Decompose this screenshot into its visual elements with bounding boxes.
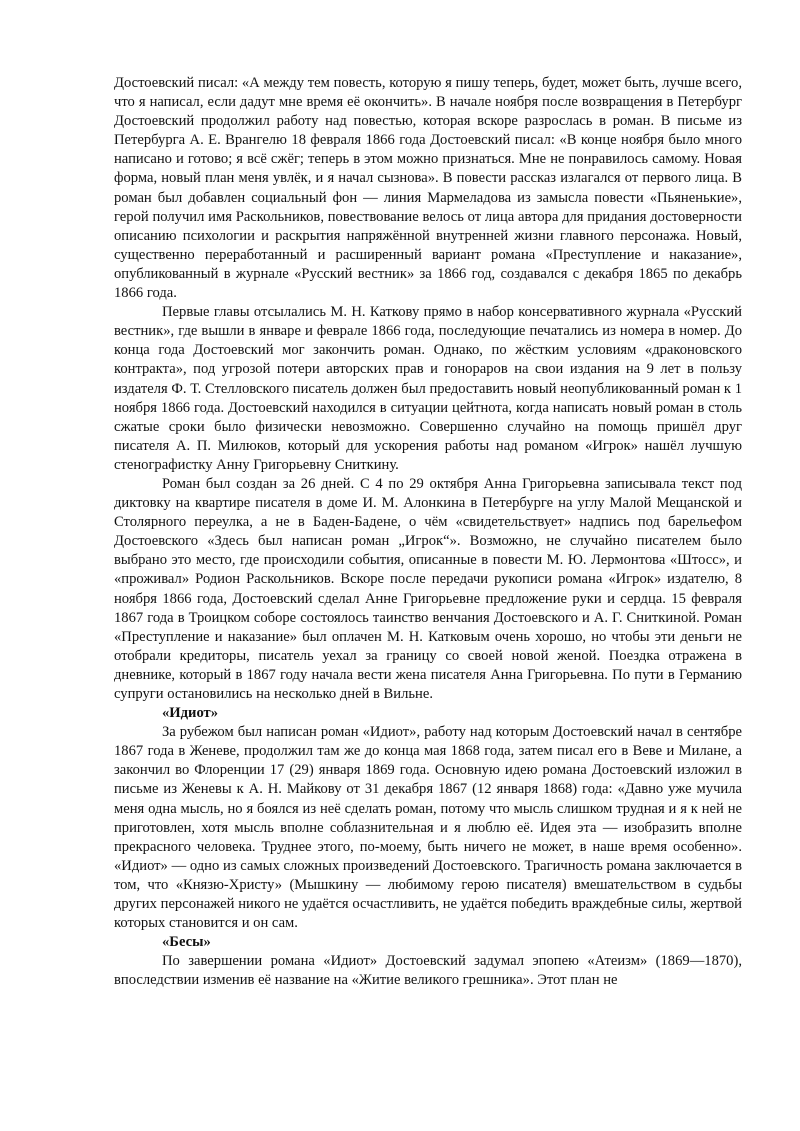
paragraph-crime-and-punishment-genesis: Достоевский писал: «А между тем повесть, которую я пишу теперь, будет, может быть, лучше всего, что я написал, если дадут мне время её окончить». В начале ноября после возвращения в Петербург Достоевский продолжил работу над повестью, которая вскоре разрослась в роман. В письме из Петербурга А. Е. Врангелю 18 февраля 1866 года Достоевский писал: «В конце ноября было много написано и готово; я всё сжёг; теперь в этом можно признаться. Мне не понравилось самому. Новая форма, новый план меня увлёк, и я начал сызнова». В повести рассказ излагался от первого лица. В роман был добавлен социальный фон — линия Мармеладова из замысла повести «Пьяненькие», герой получил имя Раскольников, повествование велось от лица автора для придания достоверности описанию психологии и раскрытия напряжённой внутренней жизни главного персонажа. Новый, существенно переработанный и расширенный вариант романа «Преступление и наказание», опубликованный в журнале «Русский вестник» за 1866 год, создавался с декабря 1865 по декабрь 1866 года. [114,75,742,302]
paragraph-the-gambler: Роман был создан за 26 дней. С 4 по 29 октября Анна Григорьевна записывала текст под диктовку на квартире писателя в доме И. М. Алонкина в Петербурге на углу Малой Мещанской и Столярного переулка, а не в Баден-Бадене, о чём «свидетельствует» надпись под барельефом Достоевского «Здесь был написан роман „Игрок“». Возможно, не случайно писателем было выбрано это место, где происходили события, описанные в повести М. Ю. Лермонтова «Штосс», и «проживал» Родион Раскольников. Вскоре после передачи рукописи романа «Игрок» издателю, 8 ноября 1866 года, Достоевский сделал Анне Григорьевне предложение руки и сердца. 15 февраля 1867 года в Троицком соборе состоялось таинство венчания Достоевского и А. Г. Сниткиной. Роман «Преступление и наказание» был оплачен М. Н. Катковым очень хорошо, но чтобы эти деньги не отобрали кредиторы, писатель уехал за границу со своей новой женой. Поездка отражена в дневнике, который в 1867 году начала вести жена писателя Анна Григорьевна. По пути в Германию супруги остановились на несколько дней в Вильне. [114,475,742,702]
paragraph-demons: По завершении романа «Идиот» Достоевский задумал эпопею «Атеизм» (1869—1870), впоследствии изменив её название на «Житие великого грешника». Этот план не [114,953,742,989]
document-page [114,74,742,991]
paragraph-publication-and-contract: Первые главы отсылались М. Н. Каткову прямо в набор консервативного журнала «Русский вестник», где вышли в январе и феврале 1866 года, последующие печатались из номера в номер. До конца года Достоевский мог закончить роман. Однако, по жёстким условиям «драконовского контракта», под угрозой потери авторских прав и гонораров на свои издания на 9 лет в пользу издателя Ф. Т. Стелловского писатель должен был предоставить новый неопубликованный роман к 1 ноября 1866 года. Достоевский находился в ситуации цейтнота, когда написать новый роман в столь сжатые сроки было физически невозможно. Совершенно случайно на помощь пришёл друг писателя А. П. Милюков, который для ускорения работы над романом «Игрок» нашёл лучшую стенографистку Анну Григорьевну Сниткину. [114,304,742,473]
heading-the-idiot: «Идиот» [162,705,219,722]
paragraph-the-idiot: За рубежом был написан роман «Идиот», работу над которым Достоевский начал в сентябре 1867 года в Женеве, продолжил там же до конца мая 1868 года, затем писал его в Веве и Милане, а закончил во Флоренции 17 (29) января 1869 года. Основную идею романа Достоевский изложил в письме из Женевы к А. Н. Майкову от 31 декабря 1867 (12 января 1868) года: «Давно уже мучила меня одна мысль, но я боялся из неё сделать роман, потому что мысль слишком трудная и я к ней не приготовлен, хотя мысль вполне соблазнительная и я люблю её. Идея эта — изобразить вполне прекрасного человека. Труднее этого, по-моему, быть ничего не может, в наше время особенно». «Идиот» — одно из самых сложных произведений Достоевского. Трагичность романа заключается в том, что «Князю-Христу» (Мышкину — любимому герою писателя) вмешательством в судьбы других персонажей никого не удаётся осчастливить, не удаётся победить враждебные силы, жертвой которых становится и он сам. [114,724,742,932]
heading-demons: «Бесы» [162,934,211,951]
